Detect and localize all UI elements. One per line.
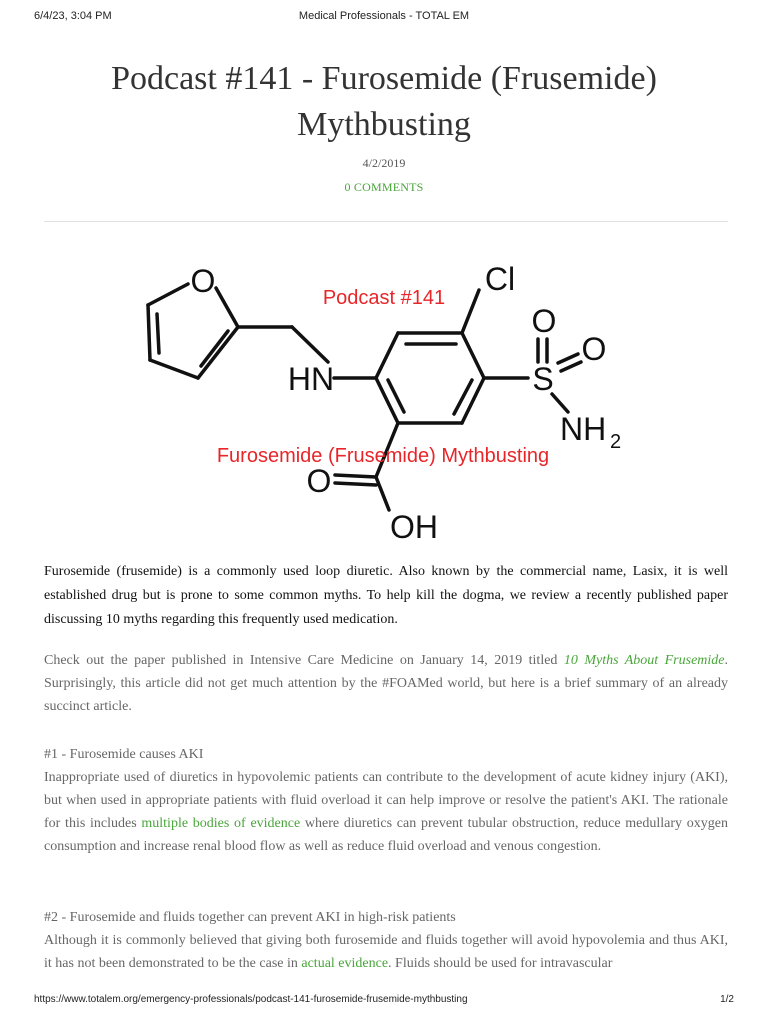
paragraph-text: Although it is commonly believed that giving both furosemide and fluids together will avoid hypovolemia and thus AKI, it has not been demonstrated to be the case in [44, 933, 728, 971]
comments-link[interactable]: 0 COMMENTS [344, 180, 424, 194]
print-header [0, 0, 768, 28]
atom-hn: HN [287, 361, 335, 397]
paper-link[interactable]: 10 Myths About Frusemide [563, 653, 725, 668]
paragraph-text: where diuretics can prevent tubular obstruction, reduce medullary oxygen consumption and increase renal blood flow as well as reduce fluid overload and venous congestion. [44, 816, 728, 854]
print-url: https://www.totalem.org/emergency-professionals/podcast-141-furosemide-frusemide-mythbusting [34, 994, 468, 1005]
atom-o-top: O [531, 303, 557, 339]
post-title: Podcast #141 - Furosemide (Frusemide) Mythbusting [111, 60, 657, 143]
myth-2-heading: #2 - Furosemide and fluids together can prevent AKI in high-risk patients [44, 910, 456, 925]
furosemide-structure-figure [132, 254, 636, 548]
myth-1-heading: #1 - Furosemide causes AKI [44, 747, 204, 762]
atom-o-right: O [581, 331, 607, 367]
paragraph-text: . Surprisingly, this article did not get much attention by the #FOAMed world, but here is a brief summary of an already succinct article. [44, 653, 728, 714]
atom-oh: OH [390, 509, 438, 545]
intro-paragraph: Furosemide (frusemide) is a commonly used loop diuretic. Also known by the commercial name, Lasix, it is well established drug but is prone to some common myths. To help kill the dogma, we review a recently published paper discussing 10 myths regarding this frequently used medication. [44, 564, 728, 627]
atom-cl: Cl [484, 261, 516, 297]
myth-1-paragraph [44, 766, 728, 858]
paragraph-paper-reference [44, 649, 728, 718]
print-datetime: 6/4/23, 3:04 PM [34, 10, 112, 22]
divider [44, 221, 728, 222]
paragraph-text: . Fluids should be used for intravascular [388, 956, 613, 971]
atom-nh: NH [560, 411, 607, 447]
figure-label-podcast: Podcast #141 [322, 287, 446, 309]
paragraph-text: Check out the paper published in Intensive Care Medicine on January 14, 2019 titled [44, 653, 564, 668]
print-page-number: 1/2 [720, 994, 734, 1005]
atom-o-ring: O [190, 263, 216, 299]
myth-2-paragraph [44, 929, 728, 975]
actual-evidence-link[interactable]: actual evidence [301, 956, 389, 971]
print-page-title: Medical Professionals - TOTAL EM [298, 10, 470, 22]
figure-label-title: Furosemide (Frusemide) Mythbusting [216, 445, 550, 467]
paragraph-text: Inappropriate used of diuretics in hypovolemic patients can contribute to the development of acute kidney injury (AKI), but when used in appropriate patients with fluid overload it can help improve or resolve the patient's AKI. The rationale for this includes [44, 770, 728, 831]
post-date: 4/2/2019 [362, 156, 406, 170]
evidence-link[interactable]: multiple bodies of evidence [141, 816, 301, 831]
print-footer [0, 994, 768, 1014]
atom-s: S [532, 361, 554, 397]
atom-o-carbonyl: O [306, 463, 332, 499]
atom-nh-subscript: 2 [610, 431, 622, 453]
